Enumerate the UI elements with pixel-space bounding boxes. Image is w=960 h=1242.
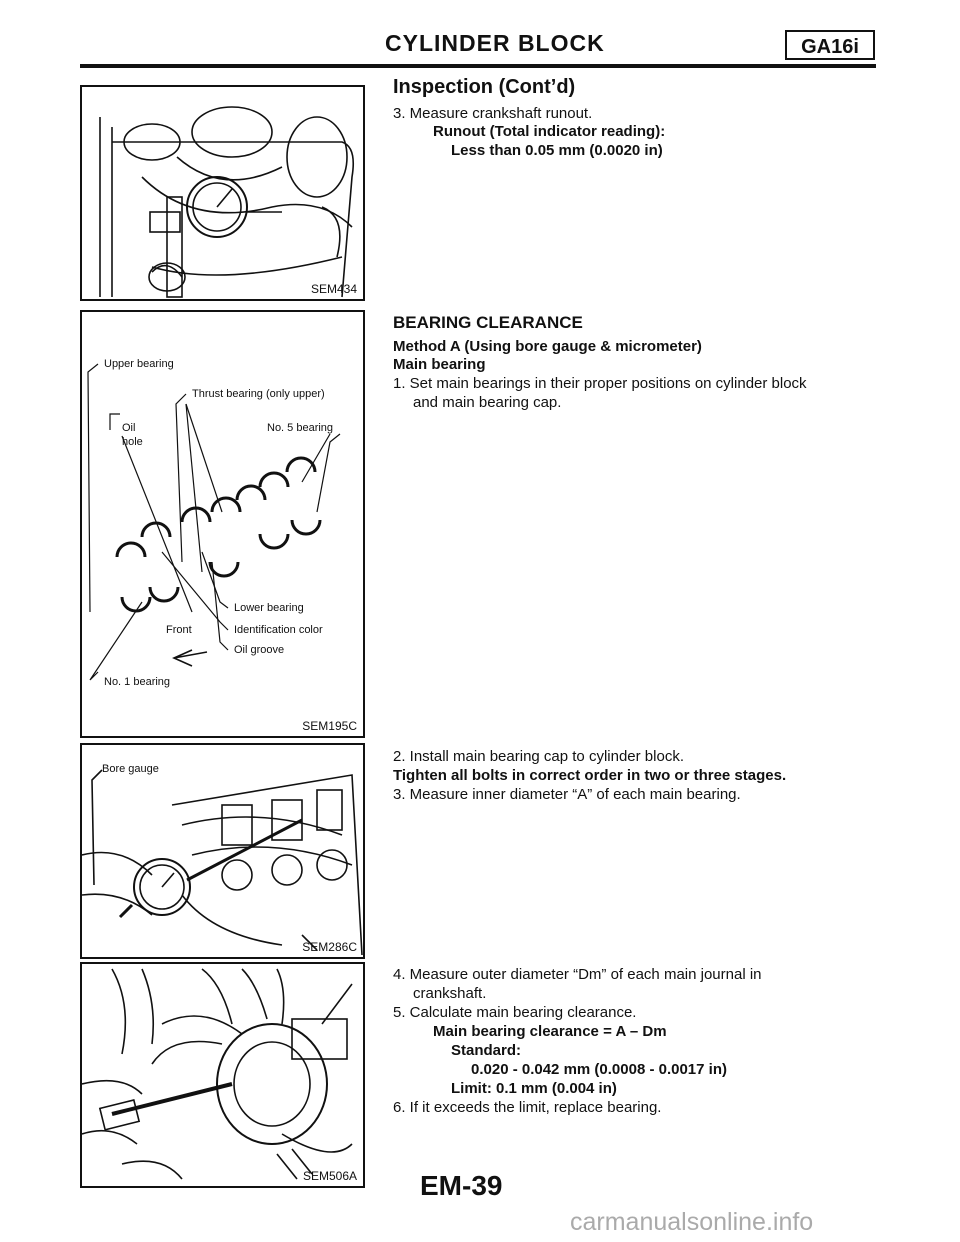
- section-title: Inspection (Cont’d): [393, 76, 576, 98]
- label-no5-bearing: No. 5 bearing: [267, 422, 334, 434]
- page-title: CYLINDER BLOCK: [385, 30, 605, 56]
- micrometer-journal-illustration: [82, 964, 365, 1188]
- figure-code: SEM506A: [302, 1169, 357, 1183]
- figure-code: SEM195C: [302, 719, 357, 733]
- engine-badge: GA16i: [785, 30, 875, 60]
- runout-spec-value: Less than 0.05 mm (0.0020 in): [451, 142, 663, 159]
- label-upper-bearing: Upper bearing: [104, 358, 174, 370]
- label-oil-groove: Oil groove: [234, 644, 285, 656]
- tighten-note: Tighten all bolts in correct order in two or three stages.: [393, 767, 787, 784]
- step-2: 2. Install main bearing cap to cylinder block.: [393, 748, 684, 765]
- step-5: 5. Calculate main bearing clearance.: [393, 1004, 637, 1021]
- label-hole: hole: [122, 436, 143, 448]
- label-bore-gauge: Bore gauge: [102, 763, 159, 775]
- step-1-line-2: and main bearing cap.: [413, 394, 562, 411]
- page-number: EM-39: [420, 1170, 503, 1201]
- main-bearing-diagram: [82, 312, 365, 738]
- step-6: 6. If it exceeds the limit, replace bearing.: [393, 1099, 662, 1116]
- label-no1-bearing: No. 1 bearing: [104, 676, 171, 688]
- header-divider: [80, 64, 876, 68]
- label-identification-color: Identification color: [234, 624, 323, 636]
- figure-code: SEM434: [310, 282, 357, 296]
- crankshaft-dial-gauge-illustration: [82, 87, 365, 301]
- bore-gauge-illustration: [82, 745, 365, 959]
- step-3-runout: 3. Measure crankshaft runout.: [393, 105, 593, 122]
- figure-bearing-layout: [80, 310, 365, 738]
- step-4-line-1: 4. Measure outer diameter “Dm” of each main journal in: [393, 966, 762, 983]
- label-thrust-bearing: Thrust bearing (only upper): [192, 388, 325, 400]
- figure-bore-gauge: [80, 743, 365, 959]
- label-front: Front: [166, 624, 192, 636]
- main-bearing-subheading: Main bearing: [393, 356, 486, 373]
- method-a-heading: Method A (Using bore gauge & micrometer): [393, 338, 702, 355]
- figure-micrometer: [80, 962, 365, 1188]
- clearance-formula: Main bearing clearance = A – Dm: [433, 1023, 667, 1040]
- figure-code: SEM286C: [302, 940, 357, 954]
- standard-value: 0.020 - 0.042 mm (0.0008 - 0.0017 in): [471, 1061, 727, 1078]
- limit-value: Limit: 0.1 mm (0.004 in): [451, 1080, 617, 1097]
- step-1-line-1: 1. Set main bearings in their proper positions on cylinder block: [393, 375, 807, 392]
- standard-label: Standard:: [451, 1042, 522, 1059]
- label-lower-bearing: Lower bearing: [234, 602, 304, 614]
- watermark: carmanualsonline.info: [570, 1208, 814, 1236]
- runout-spec-label: Runout (Total indicator reading):: [433, 123, 666, 140]
- bearing-clearance-heading: BEARING CLEARANCE: [393, 313, 583, 332]
- figure-crankshaft-runout: [80, 85, 365, 301]
- label-oil: Oil: [122, 422, 136, 434]
- step-4-line-2: crankshaft.: [413, 985, 487, 1002]
- step-3-inner-diameter: 3. Measure inner diameter “A” of each main bearing.: [393, 786, 741, 803]
